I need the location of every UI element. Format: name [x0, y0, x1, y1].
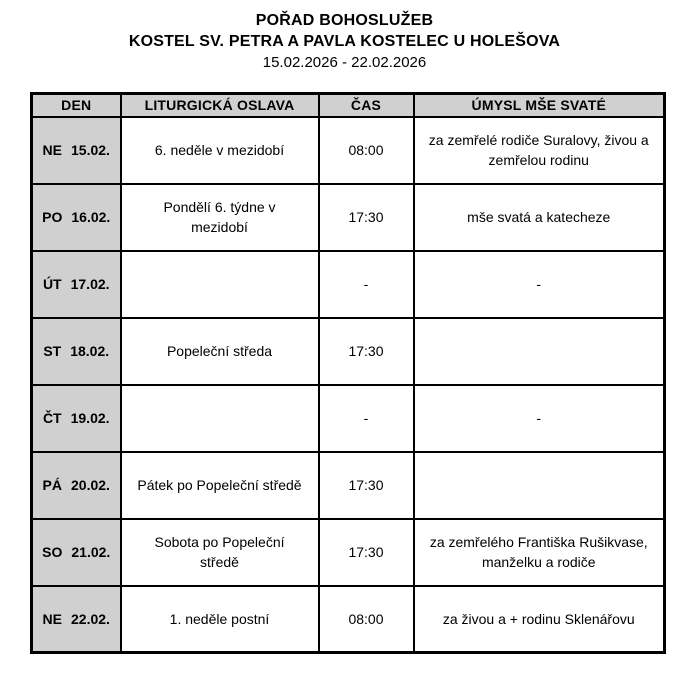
day-cell	[32, 318, 121, 385]
church-name: KOSTEL SV. PETRA A PAVLA KOSTELEC U HOLEŠOVA	[128, 33, 561, 50]
table-row	[32, 318, 665, 385]
day-date: 18.02.	[70, 343, 110, 359]
table-row	[32, 586, 665, 653]
time-cell: 17:30	[319, 452, 414, 519]
day-cell	[32, 385, 121, 452]
table-row	[32, 519, 665, 586]
time-cell: 17:30	[319, 318, 414, 385]
day-abbreviation: ÚT	[42, 276, 62, 292]
liturgical-celebration-cell: 1. neděle postní	[121, 586, 319, 653]
day-abbreviation: PÁ	[42, 477, 62, 493]
table-row	[32, 452, 665, 519]
table-row	[32, 251, 665, 318]
day-date: 16.02.	[71, 209, 111, 225]
date-range: 15.02.2026 - 22.02.2026	[262, 54, 427, 71]
column-header-day: DEN	[32, 94, 121, 117]
mass-intention-cell: za živou a + rodinu Sklenářovu	[414, 586, 665, 653]
time-cell: 17:30	[319, 184, 414, 251]
liturgical-celebration-cell: Popeleční středa	[121, 318, 319, 385]
mass-intention-cell: -	[414, 251, 665, 318]
day-date: 17.02.	[70, 276, 110, 292]
liturgical-celebration-cell: 6. neděle v mezidobí	[121, 117, 319, 184]
table-row	[32, 184, 665, 251]
day-abbreviation: SO	[42, 544, 63, 560]
column-header-time: ČAS	[319, 94, 414, 117]
column-header-intention: ÚMYSL MŠE SVATÉ	[414, 94, 665, 117]
day-abbreviation: ČT	[42, 410, 62, 426]
day-date: 19.02.	[70, 410, 110, 426]
liturgical-celebration-cell	[121, 251, 319, 318]
liturgical-celebration-cell: Pondělí 6. týdne v mezidobí	[121, 184, 319, 251]
day-date: 22.02.	[71, 610, 110, 627]
day-abbreviation: NE	[42, 610, 62, 627]
time-cell: -	[319, 385, 414, 452]
liturgical-celebration-cell	[121, 385, 319, 452]
page-title: POŘAD BOHOSLUŽEB	[255, 12, 434, 29]
mass-intention-cell	[414, 452, 665, 519]
schedule-table	[30, 92, 666, 654]
mass-intention-cell: mše svatá a katecheze	[414, 184, 665, 251]
day-cell	[32, 452, 121, 519]
time-cell: 17:30	[319, 519, 414, 586]
day-date: 20.02.	[71, 477, 110, 493]
time-cell: -	[319, 251, 414, 318]
mass-intention-cell	[414, 318, 665, 385]
document-header	[0, 0, 689, 73]
day-cell	[32, 117, 121, 184]
column-header-celebration: LITURGICKÁ OSLAVA	[121, 94, 319, 117]
liturgical-celebration-cell: Sobota po Popeleční středě	[121, 519, 319, 586]
day-date: 21.02.	[71, 544, 111, 560]
day-cell	[32, 519, 121, 586]
day-cell	[32, 586, 121, 653]
time-cell: 08:00	[319, 586, 414, 653]
day-abbreviation: ST	[43, 343, 62, 359]
liturgical-celebration-cell: Pátek po Popeleční středě	[121, 452, 319, 519]
mass-intention-cell: za zemřelé rodiče Suralovy, živou a zemřelou rodinu	[414, 117, 665, 184]
day-date: 15.02.	[71, 142, 110, 158]
day-cell	[32, 184, 121, 251]
table-row	[32, 117, 665, 184]
day-cell	[32, 251, 121, 318]
table-row	[32, 385, 665, 452]
day-abbreviation: PO	[42, 209, 63, 225]
mass-intention-cell: za zemřelého Františka Rušikvase, manželku a rodiče	[414, 519, 665, 586]
time-cell: 08:00	[319, 117, 414, 184]
mass-intention-cell: -	[414, 385, 665, 452]
day-abbreviation: NE	[42, 142, 62, 158]
schedule-table-header	[32, 94, 665, 117]
header-row	[32, 94, 665, 117]
schedule-table-body	[32, 117, 665, 653]
